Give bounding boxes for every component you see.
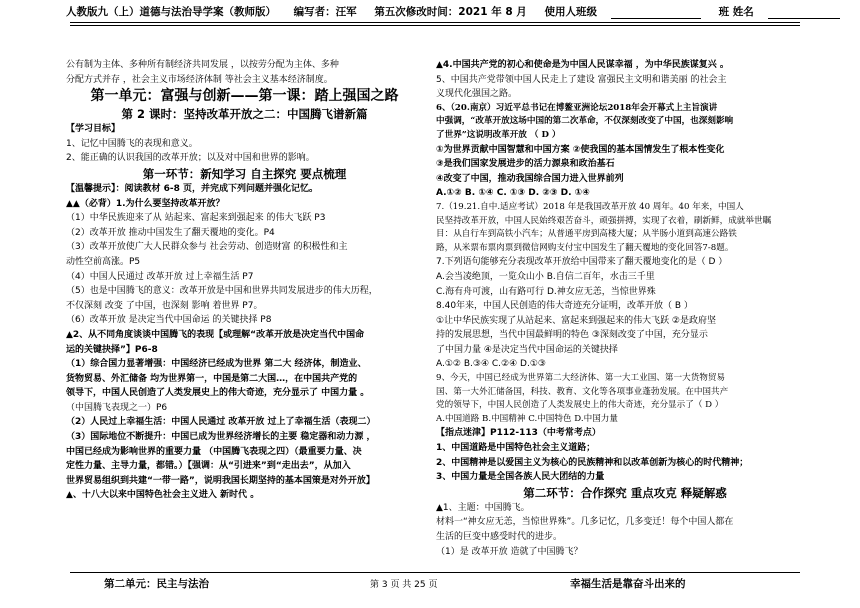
pointer-item: 1、中国道路是中国特色社会主义道路； [436,443,596,454]
option-line: A.会当凌绝顶，一览众山小 B.自信二百年，水击三千里 [436,271,655,282]
question-7-cont: 目：从自行车到高铁小汽车；从普通平房到高楼大厦；从半肠小道到高速公路铁 [436,229,737,240]
header-class-suffix: 班 姓名 [718,6,754,18]
material-line: 生活的巨变中感受时代的进步。 [436,532,563,542]
question-2: ▲2、从不同角度谈谈中国腾飞的表现【或理解“改革开放是决定当代中国命 [66,329,365,340]
question-9-cont: 国、第一大外汇储备国，科技、教育、文化等各项事业蓬勃发展。在中国共产 [436,386,729,397]
option-line: C.海有舟可渡，山有路可行 D.神女应无恙，当惊世界殊 [436,286,656,297]
answer-line: 动性空前高涨。P5 [66,256,141,267]
unit-title: 第一单元：富强与创新——第一课：踏上强国之路 [90,88,399,105]
answer-line: （6）改革开放 是决定当代中国命运 的关键抉择 P8 [66,315,272,326]
answer-line: 定性力量、主导力量，都错。）【强调：从“引进来”到“走出去”，从加入 [66,461,351,472]
answer-line: （4）中国人民通过 改革开放 过上幸福生活 P7 [66,271,254,282]
answer-line: （3）国际地位不断提升：中国已成为世界经济增长的主要 稳定器和动力源 ， [66,432,376,443]
goal-item: 1、记忆中国腾飞的表现和意义。 [66,138,198,149]
goals-heading: 【学习目标】 [66,124,121,135]
question-9: 9、今天，中国已经成为世界第二大经济体、第一大工业国、第一大货物贸易 [436,373,726,384]
right-column [436,58,814,556]
answer-line: （3）改革开放使广大人民群众参与 社会劳动、创造财富 的积极性和主 [66,242,348,253]
question-1: ▲▲（必背）1.为什么要坚持改革开放？ [66,198,225,209]
question-5-cont: 义现代化强国之路。 [436,89,518,100]
option-line: ④改变了中国，推动我国综合国力进入世界前列 [436,173,624,184]
question-6-cont: 了世界”这说明改革开放 （ D ） [436,129,561,140]
answer-line: 不仅深刻 改变 了中国，也深刻 影响 着世界 P7。 [66,300,263,311]
question-7-cont: 路，从米票布票肉票到微信网购支付宝中国发生了翻天覆地的变化回答7-8题。 [436,242,734,253]
header-revision: 第五次修改时间：2021 年 8 月 [374,6,527,18]
section-two-heading: 第二环节：合作探究 重点攻克 释疑解惑 [523,485,727,500]
answer-line: 中国已经成为影响世界的重要力量 （中国腾飞表现之四）（最重要力量、决 [66,446,362,457]
question-5: 5、中国共产党带领中国人民走上了建设 富强民主文明和谐美丽 的社会主 [436,74,727,85]
header-class-label: 使用人班级 [544,6,597,18]
text-line: 分配方式并存 ，社会主义市场经济体制 等社会主义基本经济制度。 [66,74,333,85]
option-line: 了中国力量 ④是决定当代中国命运的关键抉择 [436,344,618,355]
footer-rule [70,572,800,573]
header-rule-2 [70,25,800,26]
option-line: A.中国道路 B.中国精神 C.中国特色 D.中国力量 [436,413,618,424]
section-one-heading: 第一环节：新知学习 自主探究 要点梳理 [142,166,347,181]
question-8: 8.40年来，中国人民创造的伟大奇迹充分证明，改革开放（ B ） [436,301,693,312]
text-line: 公有制为主体、多种所有制经济共同发展 ，以按劳分配为主体、多种 [66,60,339,70]
question-7-cont: 民坚持改革开放，中国人民始终艰苦奋斗，顽强拼搏，实现了衣着，刷新鲜，成就举世瞩 [436,215,772,226]
question-2-cont: 运的关键抉择”】P6-8 [66,344,158,355]
footer-right: 幸福生活是靠奋斗出来的 [570,578,686,590]
answer-line: 领导下，中国人民创造了人类发展史上的伟大奇迹，充分显示了 中国力量 。 [66,388,370,399]
left-column [66,58,423,556]
answer-line: （1）中华民族迎来了从 站起来、富起来到强起来 的伟大飞跃 P3 [66,213,326,224]
option-line: ③是我们国家发展进步的活力源泉和政治基石 [436,159,615,170]
option-line: 持的发展思想，当代中国最鲜明的特色 ③深刻改变了中国，充分显示 [436,330,708,341]
option-line: A.①② B.③④ C.②④ D.①③ [436,359,546,370]
header-rule [70,22,800,23]
name-blank [768,7,840,19]
option-line: ①为世界贡献中国智慧和中国方案 ②使我国的基本国情发生了根本性变化 [436,144,725,155]
question-7: 7.（19.21.自中.适应考试）2018 年是我国改革开放 40 周年。40 年来，中国人 [436,201,744,212]
answer-line: （5）也是中国腾飞的意义：改革开放是中国和世界共同发展进步的伟大历程， [66,286,378,297]
header-author: 编写者：汪军 [293,6,357,18]
page-header [66,4,840,19]
option-line: A.①② B. ①④ C. ①③ D. ②③ D. ①④ [436,188,590,199]
answer-line: （2）人民过上幸福生活：中国人民通过 改革开放 过上了幸福生活（表现二） [66,417,376,428]
goal-item: 2、能正确的认识我国的改革开放；以及对中国和世界的影响。 [66,153,315,164]
sub-question: （1）是 改革开放 造就了中国腾飞？ [436,546,583,556]
answer-line: （1）综合国力显著增强：中国经济已经成为世界 第二大 经济体，制造业、 [66,359,367,370]
answer-line: （中国腾飞表现之一）P6 [66,402,168,413]
pointer-item: 2、中国精神是以爱国主义为核心的民族精神和以改革创新为核心的时代精神； [436,457,749,468]
page-number: 第 3 页 共 25 页 [370,580,438,590]
question-6: 6、（20.南京）习近平总书记在博鳌亚洲论坛2018年会开幕式上主旨演讲 [436,102,718,113]
question-6-cont: 中强调，“改革开放这场中国的第二次革命，不仅深刻改变了中国，也深刻影响 [436,116,734,127]
header-title: 人教版九（上）道德与法治导学案（教师版） [66,6,276,18]
answer-line: （2）改革开放 推动中国发生了翻天覆地的变化。P4 [66,227,275,238]
answer-line: 世界贸易组织到共建“一带一路”，说明我国长期坚持的基本国策是对外开放】 [66,475,375,486]
question-3: ▲、十八大以来中国特色社会主义进入 新时代 。 [66,490,260,501]
pointer-heading: 【指点迷津】P112-113（中考常考点） [436,428,601,439]
lesson-title: 第 2 课时：坚持改革开放之二：中国腾飞谱新篇 [121,107,368,122]
reading-tip: 【温馨提示】：阅读教材 6-8 页，并完成下列问题并强化记忆。 [66,183,319,194]
topic-line: ▲1、主题：中国腾飞。 [436,502,530,513]
question-7-stem: 7.下列语句能够充分表现改革开放给中国带来了翻天覆地变化的是（ D ） [436,257,728,268]
footer-left: 第二单元：民主与法治 [104,578,209,590]
question-4: ▲4.中国共产党的初心和使命是为中国人民谋幸福 ，为中华民族谋复兴 。 [436,60,729,70]
option-line: ①让中华民族实现了从站起来、富起来到强起来的伟大飞跃 ②是政府坚 [436,315,716,326]
class-blank [611,7,701,19]
answer-line: 货物贸易、外汇储备 均为世界第一，中国是第二大国…，在中国共产党的 [66,373,358,384]
pointer-item: 3、中国力量是全国各族人民大团结的力量 [436,472,605,483]
question-9-cont: 党的领导下，中国人民创造了人类发展史上的伟大奇迹，充分显示了（ D ） [436,400,724,411]
material-line: 材料一“神女应无恙，当惊世界殊”。几多记忆，几多变迁！每个中国人都在 [436,517,734,528]
